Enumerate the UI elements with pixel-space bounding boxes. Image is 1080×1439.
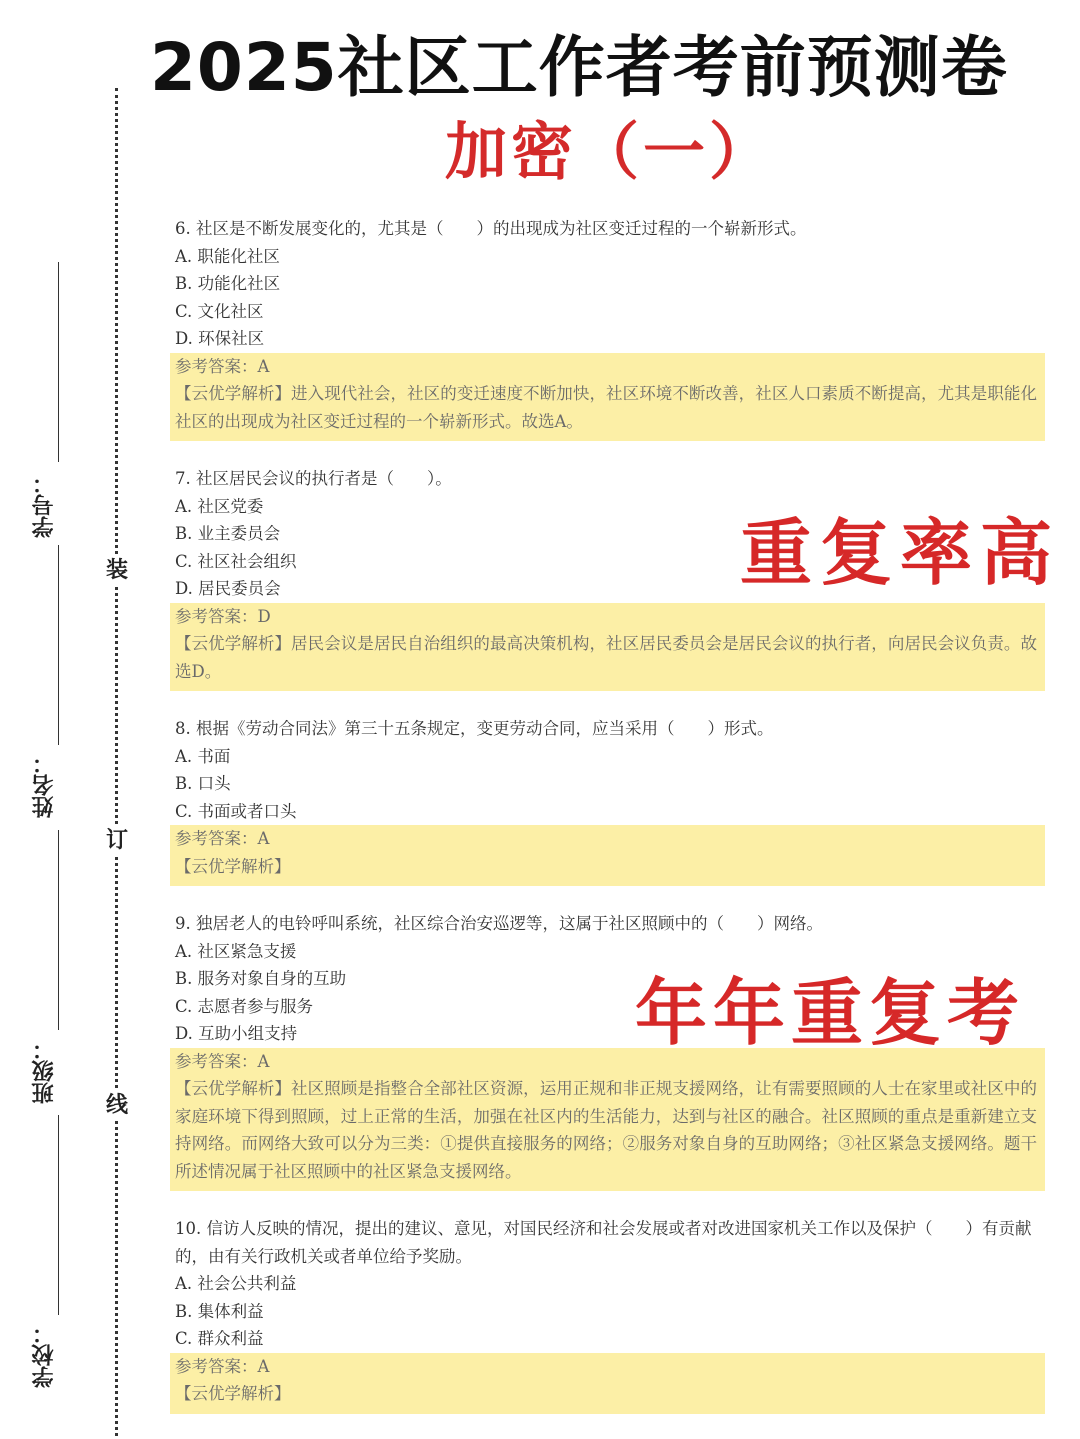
answer-line: 参考答案：A — [175, 1051, 270, 1071]
option-c: C. 书面或者口头 — [175, 801, 297, 821]
question-stem: 7. 社区居民会议的执行者是（ ）。 — [175, 469, 452, 488]
binding-char-ding: 订 — [102, 825, 132, 855]
binding-dotted-line — [115, 88, 118, 1436]
page-subtitle: 加密（一） — [445, 115, 776, 188]
option-d: D. 居民委员会 — [175, 579, 281, 598]
student-id-label: 学号： — [31, 472, 57, 538]
answer-box — [170, 825, 1045, 886]
name-label: 姓名： — [31, 752, 57, 818]
name-line-top — [58, 545, 59, 745]
answer-box — [170, 1048, 1045, 1192]
school-label: 学校： — [31, 1322, 57, 1388]
option-c: C. 志愿者参与服务 — [175, 996, 314, 1016]
question-8 — [175, 715, 1045, 886]
class-line-top — [58, 830, 59, 1030]
question-stem: 6. 社区是不断发展变化的，尤其是（ ）的出现成为社区变迁过程的一个崭新形式。 — [175, 219, 807, 238]
answer-line: 参考答案：A — [175, 356, 270, 376]
explanation: 【云优学解析】 — [175, 1384, 291, 1403]
student-id-line — [58, 262, 59, 462]
explanation: 【云优学解析】进入现代社会，社区的变迁速度不断加快，社区环境不断改善，社区人口素质不断提高，尤其是职能化社区的出现成为社区变迁过程的一个崭新形式。故选A。 — [175, 384, 1037, 431]
option-a: A. 社区紧急支援 — [175, 941, 297, 961]
option-d: D. 环保社区 — [175, 329, 265, 348]
page-title: 2025社区工作者考前预测卷 — [150, 29, 1008, 106]
option-a: A. 社会公共利益 — [175, 1274, 297, 1293]
explanation: 【云优学解析】居民会议是居民自治组织的最高决策机构，社区居民委员会是居民会议的执行者，向居民会议负责。故选D。 — [175, 634, 1037, 681]
option-a: A. 书面 — [175, 746, 231, 766]
answer-box — [170, 353, 1045, 442]
option-a: A. 社区党委 — [175, 496, 264, 516]
question-stem: 9. 独居老人的电铃呼叫系统，社区综合治安巡逻等，这属于社区照顾中的（ ）网络。 — [175, 914, 823, 933]
question-stem: 10. 信访人反映的情况，提出的建议、意见，对国民经济和社会发展或者对改进国家机关工作以及保护（ ）有贡献的，由有关行政机关或者单位给予奖励。 — [175, 1219, 1032, 1266]
question-stem: 8. 根据《劳动合同法》第三十五条规定，变更劳动合同，应当采用（ ）形式。 — [175, 719, 774, 738]
answer-box — [170, 1353, 1045, 1414]
school-line-top — [58, 1115, 59, 1315]
option-b: B. 功能化社区 — [175, 274, 281, 293]
option-b: B. 服务对象自身的互助 — [175, 969, 347, 988]
class-label: 班级： — [31, 1038, 57, 1104]
option-b: B. 业主委员会 — [175, 524, 281, 543]
option-d: D. 互助小组支持 — [175, 1024, 298, 1043]
binding-char-zhuang: 装 — [102, 555, 132, 585]
question-6 — [175, 215, 1045, 441]
answer-line: 参考答案：A — [175, 1356, 270, 1376]
option-b: B. 口头 — [175, 774, 231, 793]
option-c: C. 文化社区 — [175, 301, 264, 321]
binding-char-xian: 线 — [102, 1090, 132, 1120]
option-b: B. 集体利益 — [175, 1301, 264, 1321]
answer-box — [170, 603, 1045, 692]
handwritten-note-repeat-yearly: 年年重复考 — [635, 971, 1026, 1055]
option-a: A. 职能化社区 — [175, 246, 280, 266]
explanation: 【云优学解析】 — [175, 856, 291, 876]
option-c: C. 群众利益 — [175, 1329, 264, 1348]
answer-line: 参考答案：A — [175, 829, 270, 848]
question-10 — [175, 1215, 1045, 1414]
explanation: 【云优学解析】社区照顾是指整合全部社区资源，运用正规和非正规支援网络，让有需要照顾的人士在家里或社区中的家庭环境下得到照顾，过上正常的生活，加强在社区内的生活能力，达到与社区的融合。社区照顾的重点是重新建立支持网络。而网络大致可以分为三类：①提供直接服务的网络；②服务对象自身的互助网络；③社区紧急支援网络。题干所述情况属于社区照顾中的社区紧急支援网络。 — [175, 1079, 1037, 1181]
handwritten-note-repeat-rate: 重复率高 — [740, 511, 1061, 595]
option-c: C. 社区社会组织 — [175, 551, 297, 571]
answer-line: 参考答案：D — [175, 606, 271, 626]
